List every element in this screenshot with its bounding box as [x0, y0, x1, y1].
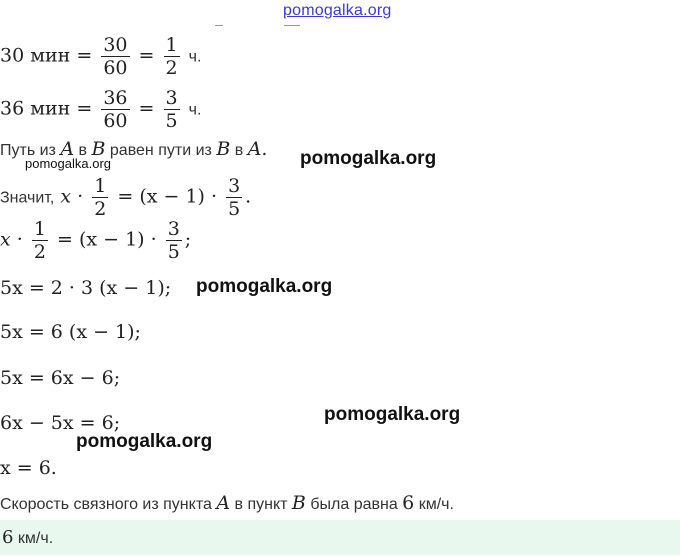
equation-6: 5x = 2 · 3 (x − 1); — [0, 277, 172, 299]
equation-36-min: 36 мин = $\frac{36}{60}$ = $\frac{3}{5}$ ч. — [0, 87, 202, 132]
value: 6 — [402, 492, 415, 514]
text: в — [234, 142, 244, 159]
fraction — [92, 175, 108, 220]
numerator: 1 — [94, 175, 107, 197]
text: Скорость связного из пункта — [0, 496, 212, 513]
answer-box — [0, 520, 680, 555]
numerator: 1 — [165, 34, 178, 56]
equation-8: 5x = 6x − 6; — [0, 367, 121, 389]
label: Значит, — [0, 189, 55, 207]
watermark-top: pomogalka.org — [283, 2, 392, 19]
fraction — [226, 175, 242, 220]
equation-7: 5x = 6 (x − 1); — [0, 321, 141, 343]
denominator: 2 — [165, 57, 178, 79]
equation-5 — [0, 218, 191, 263]
denominator: 60 — [103, 110, 128, 132]
punct: ; — [184, 228, 192, 251]
denominator: 5 — [228, 198, 241, 220]
fraction — [164, 34, 180, 79]
answer-unit: км/ч. — [17, 530, 54, 547]
text: была равна — [310, 496, 398, 513]
cut-off-line: ‾ ‾‾ — [215, 22, 301, 41]
var-b: B — [291, 492, 306, 514]
numerator: 3 — [165, 87, 178, 109]
equation-therefore — [0, 175, 251, 220]
fraction — [164, 87, 180, 132]
equation-9: 6x − 5x = 6; — [0, 412, 121, 434]
fraction — [32, 218, 48, 263]
equation-10: x = 6. — [0, 457, 57, 479]
numerator: 3 — [228, 175, 241, 197]
equation-30-min: 30 мин = $\frac{30}{60}$ = $\frac{1}{2}$ ч. — [0, 34, 202, 79]
denominator: 2 — [33, 241, 46, 263]
speed-statement — [0, 492, 454, 514]
text: Путь из — [0, 142, 56, 159]
text: в — [78, 142, 88, 159]
watermark: pomogalka.org — [324, 404, 461, 425]
var-a: A — [216, 492, 231, 514]
expr: = (x − 1) · — [117, 185, 218, 208]
numerator: 36 — [103, 87, 128, 109]
text: в пункт — [234, 496, 288, 513]
denominator: 60 — [103, 57, 128, 79]
var-a: A — [60, 138, 75, 160]
var-a: A. — [247, 138, 268, 160]
lhs: 36 мин — [0, 97, 71, 120]
watermark: pomogalka.org — [196, 276, 333, 297]
var-b: B — [91, 138, 106, 160]
fraction — [101, 87, 129, 132]
expr: x · — [60, 185, 84, 208]
numerator: 30 — [103, 34, 128, 56]
answer-value: 6 — [2, 527, 14, 548]
denominator: 2 — [94, 198, 107, 220]
var-b: B — [216, 138, 231, 160]
punct: . — [245, 185, 252, 208]
denominator: 5 — [167, 241, 180, 263]
watermark: pomogalka.org — [25, 156, 111, 171]
unit: ч. — [188, 101, 202, 119]
watermark: pomogalka.org — [76, 431, 213, 452]
unit: ч. — [188, 48, 202, 66]
numerator: 1 — [33, 218, 46, 240]
denominator: 5 — [165, 110, 178, 132]
watermark: pomogalka.org — [300, 148, 437, 169]
expr: = (x − 1) · — [56, 228, 157, 251]
numerator: 3 — [167, 218, 180, 240]
fraction — [101, 34, 129, 79]
text: равен пути из — [109, 142, 212, 159]
expr: x · — [0, 228, 23, 251]
fraction — [166, 218, 182, 263]
lhs: 30 мин — [0, 44, 71, 67]
text: км/ч. — [418, 496, 454, 513]
